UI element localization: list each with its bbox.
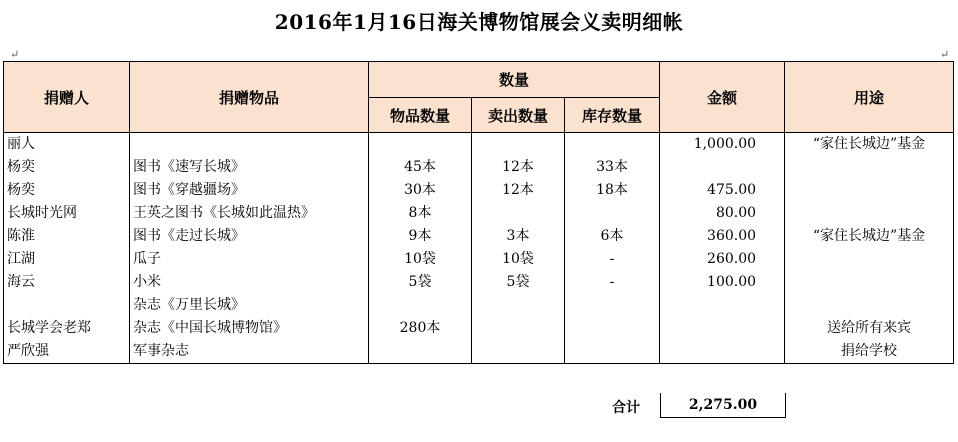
amount-cell: 360.00 (660, 225, 785, 248)
stock-qty-cell (565, 202, 660, 225)
stock-qty-cell: - (565, 271, 660, 294)
item-cell: 图书《穿越疆场》 (130, 179, 369, 202)
header-usage: 用途 (785, 62, 954, 133)
header-stock-qty: 库存数量 (565, 98, 660, 133)
item-cell (130, 133, 369, 157)
usage-cell (785, 202, 954, 225)
donor-cell: 长城学会老郑 (4, 317, 130, 340)
donor-cell: 杨奕 (4, 179, 130, 202)
amount-cell: 1,000.00 (660, 133, 785, 157)
amount-cell (660, 317, 785, 340)
donor-cell: 长城时光网 (4, 202, 130, 225)
table-row (4, 294, 954, 317)
amount-cell: 80.00 (660, 202, 785, 225)
sold-qty-cell: 10袋 (472, 248, 565, 271)
item-qty-cell: 9本 (369, 225, 472, 248)
usage-cell: 捐给学校 (785, 340, 954, 364)
usage-cell: “家住长城边”基金 (785, 225, 954, 248)
paragraph-mark: ↵ (940, 48, 950, 61)
donor-cell: 杨奕 (4, 156, 130, 179)
item-cell: 王英之图书《长城如此温热》 (130, 202, 369, 225)
item-cell: 军事杂志 (130, 340, 369, 364)
amount-cell (660, 340, 785, 364)
usage-cell (785, 179, 954, 202)
amount-cell (660, 156, 785, 179)
donor-cell: 陈淮 (4, 225, 130, 248)
item-qty-cell: 5袋 (369, 271, 472, 294)
total-row (0, 393, 958, 419)
header-donor: 捐赠人 (4, 62, 130, 133)
donation-ledger-table (3, 61, 954, 364)
table-row (4, 133, 954, 157)
usage-cell (785, 271, 954, 294)
item-cell: 杂志《中国长城博物馆》 (130, 317, 369, 340)
amount-cell: 260.00 (660, 248, 785, 271)
stock-qty-cell (565, 294, 660, 317)
sold-qty-cell: 12本 (472, 156, 565, 179)
stock-qty-cell (565, 317, 660, 340)
item-qty-cell: 280本 (369, 317, 472, 340)
table-row (4, 248, 954, 271)
donor-cell: 江湖 (4, 248, 130, 271)
stock-qty-cell: 18本 (565, 179, 660, 202)
item-qty-cell: 8本 (369, 202, 472, 225)
item-cell: 杂志《万里长城》 (130, 294, 369, 317)
stock-qty-cell: 33本 (565, 156, 660, 179)
header-item: 捐赠物品 (130, 62, 369, 133)
donor-cell: 丽人 (4, 133, 130, 157)
sold-qty-cell (472, 317, 565, 340)
paragraph-mark: ↵ (10, 48, 20, 61)
item-cell: 小米 (130, 271, 369, 294)
amount-cell (660, 294, 785, 317)
page-title: 2016年1月16日海关博物馆展会义卖明细帐 (274, 10, 684, 34)
item-qty-cell (369, 340, 472, 364)
donor-cell: 严欣强 (4, 340, 130, 364)
total-value: 2,275.00 (660, 393, 786, 418)
stock-qty-cell: - (565, 248, 660, 271)
sold-qty-cell (472, 133, 565, 157)
donor-cell: 海云 (4, 271, 130, 294)
usage-cell (785, 294, 954, 317)
usage-cell: 送给所有来宾 (785, 317, 954, 340)
item-qty-cell: 30本 (369, 179, 472, 202)
header-sold-qty: 卖出数量 (472, 98, 565, 133)
sold-qty-cell: 3本 (472, 225, 565, 248)
item-cell: 图书《走过长城》 (130, 225, 369, 248)
usage-cell: “家住长城边”基金 (785, 133, 954, 157)
table-row (4, 225, 954, 248)
sold-qty-cell (472, 340, 565, 364)
table-row (4, 271, 954, 294)
amount-cell: 100.00 (660, 271, 785, 294)
sold-qty-cell: 12本 (472, 179, 565, 202)
sold-qty-cell (472, 294, 565, 317)
table-row (4, 317, 954, 340)
item-cell: 图书《速写长城》 (130, 156, 369, 179)
stock-qty-cell (565, 340, 660, 364)
table-row (4, 340, 954, 364)
table-row (4, 156, 954, 179)
header-amount: 金额 (660, 62, 785, 133)
usage-cell (785, 248, 954, 271)
item-cell: 瓜子 (130, 248, 369, 271)
header-quantity: 数量 (369, 62, 660, 98)
amount-cell: 475.00 (660, 179, 785, 202)
item-qty-cell: 10袋 (369, 248, 472, 271)
sold-qty-cell (472, 202, 565, 225)
item-qty-cell (369, 294, 472, 317)
table-row (4, 179, 954, 202)
sold-qty-cell: 5袋 (472, 271, 565, 294)
donor-cell (4, 294, 130, 317)
usage-cell (785, 156, 954, 179)
stock-qty-cell: 6本 (565, 225, 660, 248)
stock-qty-cell (565, 133, 660, 157)
total-label: 合计 (612, 400, 640, 416)
header-item-qty: 物品数量 (369, 98, 472, 133)
item-qty-cell (369, 133, 472, 157)
table-row (4, 202, 954, 225)
item-qty-cell: 45本 (369, 156, 472, 179)
